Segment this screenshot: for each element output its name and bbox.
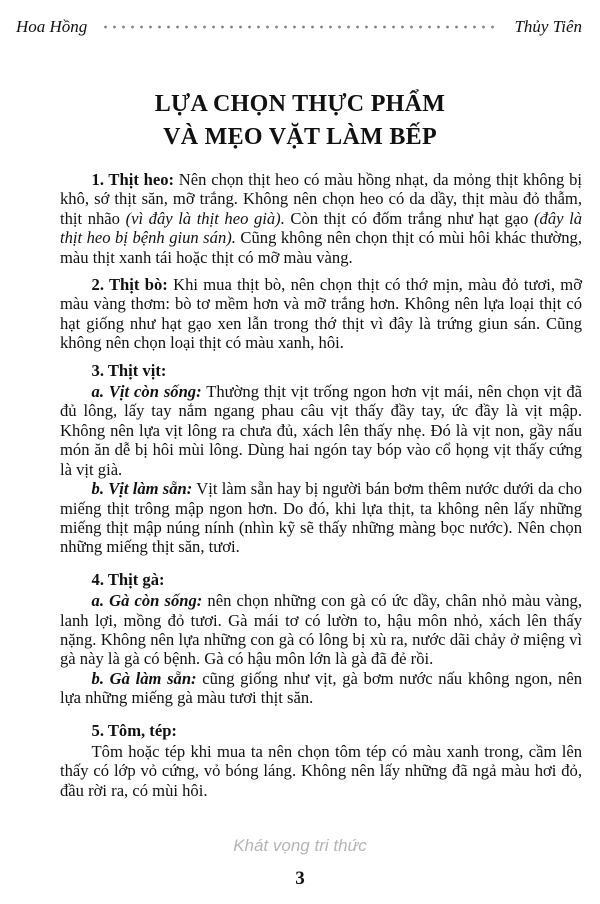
spacer: [60, 557, 582, 564]
duck-prepared-text: Vịt làm sẵn hay bị người bán bơm thêm nước dưới da cho miếng thịt trông mập ngon hơn. Do đó, khi lựa thịt, ta không nên lấy những miếng thịt mập núng nính (nhìn kỹ sẽ thấy những màng bọc nước). Nên chọn những miếng thịt săn, tươi.: [60, 479, 582, 557]
chapter-title: [0, 88, 600, 154]
title-line-1: LỰA CHỌN THỰC PHẨM: [154, 91, 446, 117]
watermark-text: Khát vọng tri thức: [233, 836, 367, 855]
chicken-live-text: nên chọn những con gà có ức dầy, chân nhỏ màu vàng, lanh lợi, mồng đỏ tươi. Gà mái tơ có lườn to, hậu môn nhỏ, xách lên thấy nặng. Không nên lựa những con gà có lông bị xù ra, nước dãi chảy ở miệng vì gà này là gà có bệnh. Gà có hậu môn lớn là gà đã đẻ rồi.: [60, 591, 582, 669]
heading-beef: 2. Thịt bò:: [91, 275, 168, 295]
duck-prepared: [60, 479, 582, 557]
pork-text-3: Cũng không nên chọn thịt có mùi hôi khác thường, màu thịt xanh tái hoặc thịt có mỡ màu vàng.: [60, 228, 582, 267]
header-left: Hoa Hồng: [16, 17, 88, 36]
chicken-prepared-label: b. Gà làm sẵn:: [91, 668, 197, 688]
chicken-prepared: [60, 669, 582, 708]
spacer: [60, 708, 582, 715]
heading-pork: 1. Thịt heo:: [91, 170, 175, 189]
heading-duck: 3. Thịt vịt:: [91, 360, 167, 380]
duck-live-label: a. Vịt còn sống:: [91, 382, 202, 402]
chicken-live: [60, 591, 582, 669]
ornament-divider: [101, 20, 500, 34]
beef-text: Khi mua thịt bò, nên chọn thịt có thớ mịn, màu đỏ tươi, mỡ màu vàng thơm: bò tơ mềm hơn và mỡ trắng hơn. Không nên lựa loại thịt có hạt giống như hạt gạo xen lẫn trong thớ thịt vì đây là trứng giun sán. Cũng không nên chọn loại thịt có màu xanh, hôi.: [60, 275, 582, 353]
pork-text-2: Còn thịt có đốm trắng như hạt gạo: [284, 208, 535, 228]
pork-text-1: Nên chọn thịt heo có màu hồng nhạt, da mỏng thịt không bị khô, sớ thịt săn, mỡ trắng. Không nên chọn heo có da dầy, thịt màu đỏ thẫm, thịt nhão: [60, 170, 582, 228]
shrimp-text: Tôm hoặc tép khi mua ta nên chọn tôm tép có màu xanh trong, cầm lên thấy có lớp vỏ cứng, vỏ bóng láng. Không nên lấy những đã ngả màu hơi đỏ, đầu rời ra, có mùi hôi.: [60, 741, 582, 800]
running-header: [16, 14, 582, 40]
chicken-prepared-text: cũng giống như vịt, gà bơm nước nấu không ngon, nên lựa những miếng gà màu tươi thịt săn.: [60, 668, 582, 708]
duck-live: [60, 382, 582, 479]
pork-italic-2: (đây là thịt heo bị bệnh giun sán).: [60, 208, 582, 248]
heading-shrimp: 5. Tôm, tép:: [91, 720, 177, 740]
section-beef: [60, 275, 582, 353]
body-text: [60, 170, 582, 800]
heading-chicken: 4. Thịt gà:: [91, 569, 165, 589]
page-number: 3: [295, 868, 305, 889]
pork-italic-1: (vì đây là thịt heo già).: [125, 208, 285, 228]
header-right: Thủy Tiên: [514, 17, 582, 36]
duck-live-text: Thường thịt vịt trống ngon hơn vịt mái, nên chọn vịt đã đủ lông, lấy tay nắm ngang phau câu vịt thấy đầy tay, ức đầy là vịt mập. Không nên lựa vịt lông ra chưa đủ, xách lên thấy nhẹ. Đó là vịt non, gầy nấu món ăn dễ bị hôi mùi lông. Dùng hai ngón tay bóp vào cổ họng vịt thấy cứng là vịt già.: [60, 382, 582, 479]
duck-prepared-label: b. Vịt làm sẵn:: [91, 479, 193, 499]
title-line-2: VÀ MẸO VẶT LÀM BẾP: [163, 124, 437, 150]
chicken-live-label: a. Gà còn sống:: [91, 591, 203, 611]
section-pork: [60, 170, 582, 267]
